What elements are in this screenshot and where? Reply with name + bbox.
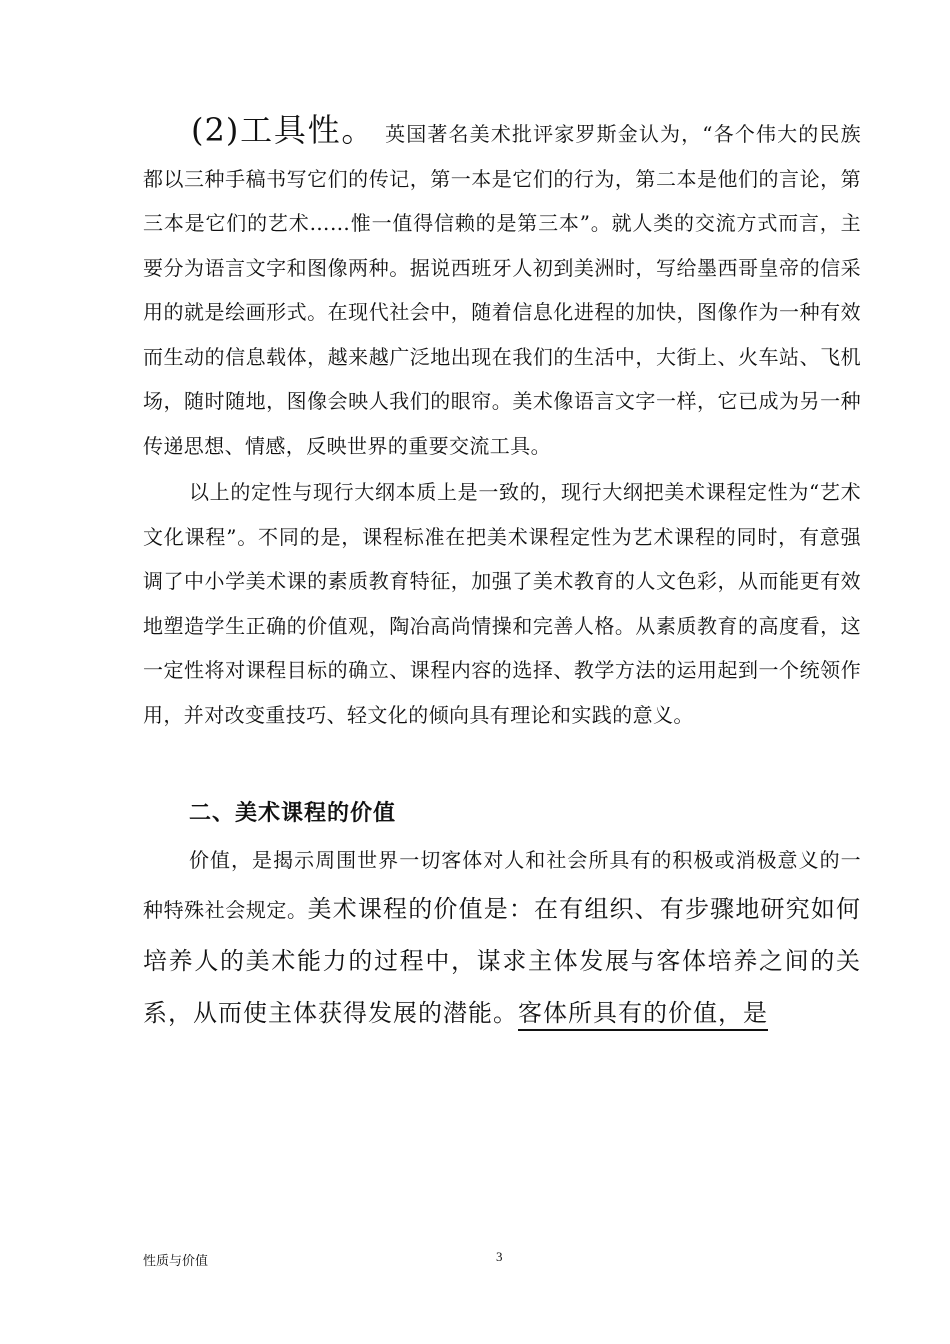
subheading-tool-nature: (2)工具性。 <box>191 111 376 149</box>
paragraph-tool-nature <box>143 108 861 468</box>
page-content <box>143 108 861 1039</box>
page-number: 3 <box>496 1249 503 1264</box>
footer-title: 性质与价值 <box>143 1254 209 1269</box>
paragraph-value-definition <box>143 838 861 1039</box>
paragraph-curriculum-definition: 以上的定性与现行大纲本质上是一致的，现行大纲把美术课程定性为“艺术文化课程”。不同的是，课程标准在把美术课程定性为艺术课程的同时，有意强调了中小学美术课的素质教育特征，加强了美术教育的人文色彩，从而能更有效地塑造学生正确的价值观，陶冶高尚情操和完善人格。从素质教育的高度看，这一定性将对课程目标的确立、课程内容的选择、教学方法的运用起到一个统领作用，并对改变重技巧、轻文化的倾向具有理论和实践的意义。 <box>143 480 861 727</box>
value-definition-text: 价值，是揭示周围世界一切客体对人和社会所具有的积极或消极意义的一种特殊社会规定。 <box>143 848 861 922</box>
curriculum-value-text: 美术课程的价值是：在有组织、有步骤地研究如何培养人的美术能力的过程中，谋求主体发展与客体培养之间的关系，从而使主体获得发展的潜能。 <box>143 894 862 1027</box>
section-heading-curriculum-value: 二、美术课程的价值 <box>189 800 397 826</box>
paragraph-tool-nature-text: 英国著名美术批评家罗斯金认为，“各个伟大的民族都以三种手稿书写它们的传记，第一本是它们的行为，第二本是他们的言论，第三本是它们的艺术……惟一值得信赖的是第三本”。就人类的交流方式而言，主要分为语言文字和图像两种。据说西班牙人初到美洲时，写给墨西哥皇帝的信采用的就是绘画形式。在现代社会中，随着信息化进程的加快，图像作为一种有效而生动的信息载体，越来越广泛地出现在我们的生活中，大街上、火车站、飞机场，随时随地，图像会映人我们的眼帘。美术像语言文字一样，它已成为另一种传递思想、情感，反映世界的重要交流工具。 <box>143 122 861 458</box>
underlined-object-value-text: 客体所具有的价值，是 <box>518 999 768 1031</box>
